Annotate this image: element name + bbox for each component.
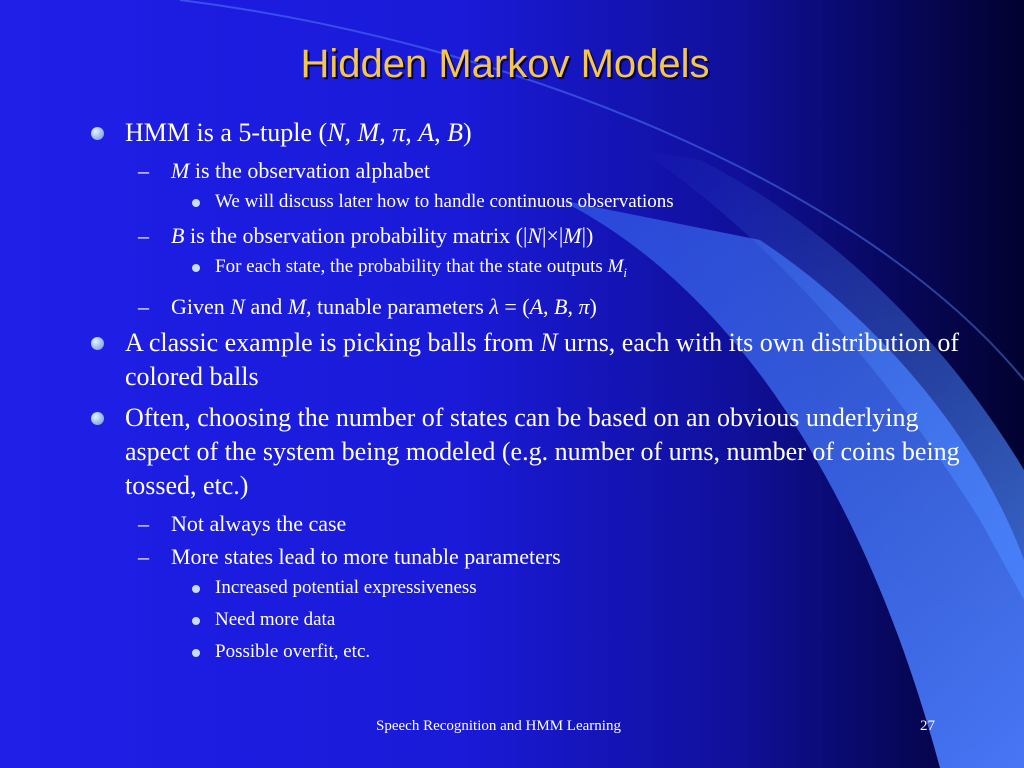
sub-bullet-observation-alphabet: – M is the observation alphabet	[138, 158, 431, 183]
slide-title: Hidden Markov Models	[300, 42, 710, 86]
small-dot-icon	[192, 649, 200, 657]
slide-footer: Speech Recognition and HMM Learning	[376, 718, 621, 734]
bullet-list	[88, 116, 968, 672]
sub-sub-bullet-overfit: Possible overfit, etc.	[88, 640, 968, 664]
dash-bullet-icon: –	[138, 543, 149, 569]
dash-bullet-icon: –	[138, 293, 149, 319]
dash-bullet-icon: –	[138, 223, 149, 248]
sub-sub-bullet-state-outputs: For each state, the probability that the state outputs $M_i$	[88, 255, 968, 285]
small-dot-icon	[192, 585, 200, 593]
sub-bullet-observation-matrix: – B is the observation probability matrix (|N|×|M|)	[138, 223, 594, 248]
bullet-dot-icon	[91, 412, 104, 425]
dash-bullet-icon: –	[138, 510, 149, 536]
sub-bullet-tunable-parameters: – Given N and M, tunable parameters λ = (A, B, π)	[138, 293, 597, 319]
sub-sub-bullet-more-data: Need more data	[88, 608, 968, 632]
page-number: 27	[920, 718, 935, 734]
sub-bullet-not-always: – Not always the case	[138, 510, 347, 536]
small-dot-icon	[192, 199, 200, 207]
sub-sub-bullet-expressiveness: Increased potential expressiveness	[88, 576, 968, 600]
bullet-dot-icon	[91, 337, 104, 350]
bullet-dot-icon	[91, 127, 104, 140]
bullet-choosing-states: Often, choosing the number of states can be based on an obvious underlying aspect of the system being modeled (e.g. number of urns, number of coins being tossed, etc.)	[88, 401, 968, 503]
small-dot-icon	[192, 617, 200, 625]
bullet-hmm-tuple: HMM is a 5-tuple (N, M, π, A, B)	[88, 116, 968, 150]
small-dot-icon	[192, 264, 200, 272]
sub-sub-bullet-continuous-observations: We will discuss later how to handle continuous observations	[88, 190, 968, 214]
sub-bullet-more-states: – More states lead to more tunable parameters	[138, 543, 561, 569]
dash-bullet-icon: –	[138, 158, 149, 183]
bullet-classic-example: A classic example is picking balls from N urns, each with its own distribution of colored balls	[88, 326, 968, 394]
